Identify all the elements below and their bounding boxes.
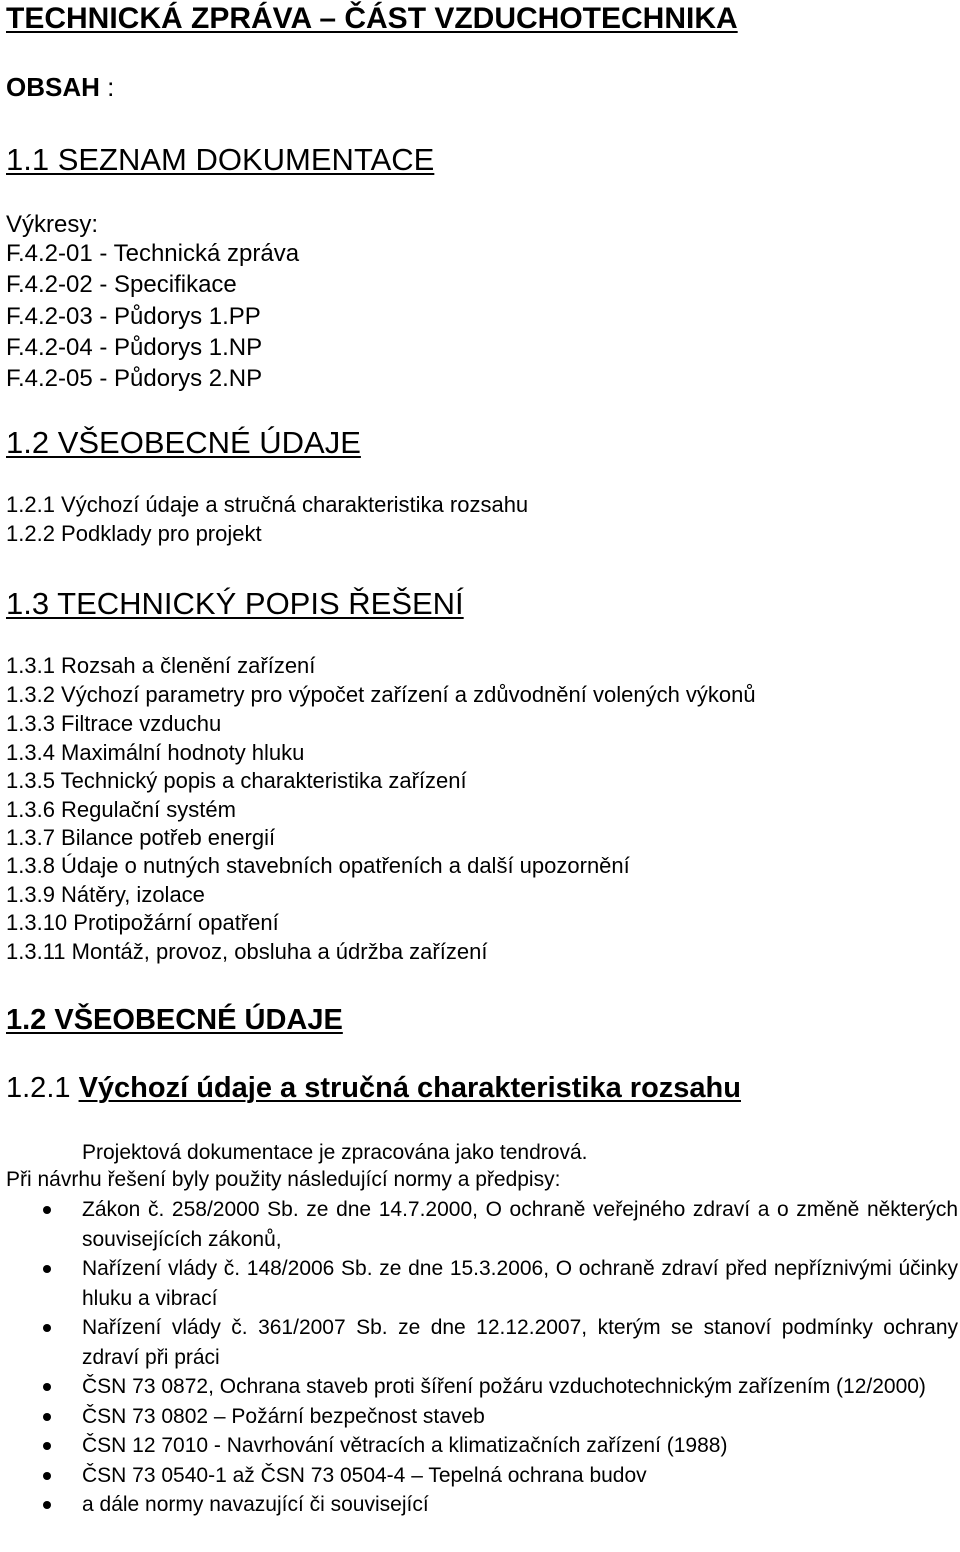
toc-item: 1.3.7 Bilance potřeb energií <box>6 825 276 850</box>
list-item-text: Nařízení vlády č. 148/2006 Sb. ze dne 15.3.2006, O ochraně zdraví před nepříznivými účinky hluku a vibrací <box>82 1257 958 1310</box>
drawing-item: F.4.2-03 - Půdorys 1.PP <box>6 303 261 330</box>
list-item-text: ČSN 12 7010 - Navrhování větracích a klimatizačních zařízení (1988) <box>82 1434 728 1457</box>
body-paragraph: Při návrhu řešení byly použity následující normy a předpisy: <box>6 1168 561 1191</box>
body-subsection-heading <box>6 1072 741 1105</box>
toc-section-1-3: 1.3 TECHNICKÝ POPIS ŘEŠENÍ <box>6 586 464 621</box>
subsection-title: Výchozí údaje a stručná charakteristika rozsahu <box>78 1072 741 1104</box>
drawing-item: F.4.2-01 - Technická zpráva <box>6 240 300 267</box>
bullet-icon <box>43 1206 51 1214</box>
toc-section-1-1: 1.1 SEZNAM DOKUMENTACE <box>6 142 435 177</box>
drawing-item: F.4.2-04 - Půdorys 1.NP <box>6 334 263 361</box>
list-item <box>6 1372 958 1402</box>
body-paragraph: Projektová dokumentace je zpracována jako tendrová. <box>82 1141 588 1164</box>
document-title: TECHNICKÁ ZPRÁVA – ČÁST VZDUCHOTECHNIKA <box>6 2 738 35</box>
bullet-icon <box>43 1324 51 1332</box>
list-item-text: Zákon č. 258/2000 Sb. ze dne 14.7.2000, O ochraně veřejného zdraví a o změně některých souvisejících zákonů, <box>82 1198 958 1251</box>
toc-section-1-2: 1.2 VŠEOBECNÉ ÚDAJE <box>6 425 361 460</box>
contents-heading <box>6 72 114 103</box>
bullet-icon <box>43 1413 51 1421</box>
list-item-text: Nařízení vlády č. 361/2007 Sb. ze dne 12.12.2007, kterým se stanoví podmínky ochrany zdraví při práci <box>82 1316 958 1369</box>
toc-item: 1.3.5 Technický popis a charakteristika zařízení <box>6 768 467 793</box>
drawing-item: F.4.2-05 - Půdorys 2.NP <box>6 365 263 392</box>
toc-item: 1.3.9 Nátěry, izolace <box>6 882 205 907</box>
toc-item: 1.3.11 Montáž, provoz, obsluha a údržba zařízení <box>6 939 488 964</box>
list-item-text: ČSN 73 0540-1 až ČSN 73 0504-4 – Tepelná ochrana budov <box>82 1463 647 1487</box>
toc-item: 1.2.1 Výchozí údaje a stručná charakteristika rozsahu <box>6 492 529 517</box>
toc-item: 1.3.6 Regulační systém <box>6 797 236 822</box>
norms-list <box>6 1195 958 1520</box>
list-item <box>6 1402 958 1432</box>
bullet-icon <box>43 1442 51 1450</box>
body-section-heading: 1.2 VŠEOBECNÉ ÚDAJE <box>6 1004 343 1036</box>
bullet-icon <box>43 1472 51 1480</box>
list-item <box>6 1313 958 1372</box>
list-item <box>6 1431 958 1461</box>
list-item-text: ČSN 73 0802 – Požární bezpečnost staveb <box>82 1404 485 1428</box>
contents-label: OBSAH <box>6 72 100 102</box>
list-item-text: ČSN 73 0872, Ochrana staveb proti šíření požáru vzduchotechnickým zařízením (12/2000) <box>82 1375 926 1398</box>
toc-item: 1.2.2 Podklady pro projekt <box>6 521 262 546</box>
toc-item: 1.3.1 Rozsah a členění zařízení <box>6 653 316 678</box>
drawing-item: F.4.2-02 - Specifikace <box>6 271 237 298</box>
bullet-icon <box>43 1265 51 1273</box>
list-item <box>6 1195 958 1254</box>
toc-item: 1.3.3 Filtrace vzduchu <box>6 711 222 736</box>
list-item-text: a dále normy navazující či související <box>82 1493 429 1516</box>
toc-item: 1.3.8 Údaje o nutných stavebních opatřeních a další upozornění <box>6 853 630 878</box>
list-item <box>6 1461 958 1491</box>
contents-colon: : <box>99 72 115 102</box>
toc-item: 1.3.4 Maximální hodnoty hluku <box>6 740 305 765</box>
toc-item: 1.3.10 Protipožární opatření <box>6 910 279 935</box>
subsection-number: 1.2.1 <box>6 1072 71 1104</box>
list-item <box>6 1254 958 1313</box>
drawings-heading: Výkresy: <box>6 211 99 238</box>
bullet-icon <box>43 1501 51 1509</box>
toc-item: 1.3.2 Výchozí parametry pro výpočet zařízení a zdůvodnění volených výkonů <box>6 682 756 707</box>
list-item <box>6 1490 958 1520</box>
bullet-icon <box>43 1383 51 1391</box>
